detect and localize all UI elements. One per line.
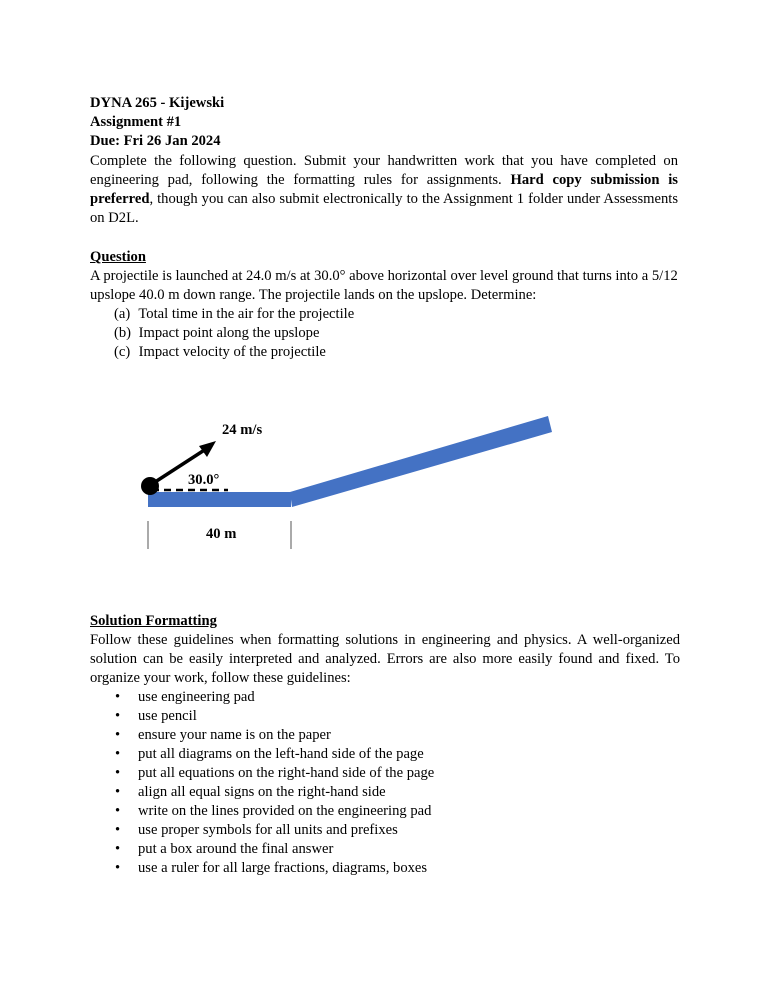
list-item [115, 688, 434, 707]
list-item [115, 802, 434, 821]
question-item-label: (b) [114, 325, 132, 341]
guidelines-list [115, 688, 434, 878]
velocity-arrowhead-icon [199, 441, 216, 457]
solution-formatting-title: Solution Formatting [90, 613, 217, 629]
projectile-ball [141, 477, 159, 495]
question-list [114, 305, 354, 362]
bullet-icon: • [115, 803, 121, 819]
assignment-number: Assignment #1 [90, 114, 182, 130]
intro-paragraph [90, 152, 678, 228]
question-item-text: Impact point along the upslope [138, 325, 320, 341]
distance-label: 40 m [206, 526, 237, 542]
intro-text-1: Complete the following question. Submit your handwritten work that you have completed on engineering pad, following the formatting rules for assignments. [90, 153, 678, 188]
question-item-text: Total time in the air for the projectile [138, 306, 355, 322]
bullet-icon: • [115, 727, 121, 743]
list-item [115, 840, 434, 859]
list-item [115, 764, 434, 783]
upslope-ground [290, 416, 552, 507]
solution-formatting-body: Follow these guidelines when formatting solutions in engineering and physics. A well-organized solution can be easily interpreted and analyzed. Errors are also more easily found and fixed. To organize your work, follow these guidelines: [90, 632, 680, 686]
list-item-text: ensure your name is on the paper [138, 727, 331, 743]
list-item-text: use proper symbols for all units and prefixes [138, 822, 398, 838]
bullet-icon: • [115, 765, 121, 781]
bullet-icon: • [115, 689, 121, 705]
list-item [115, 783, 434, 802]
header [90, 94, 224, 151]
bullet-icon: • [115, 708, 121, 724]
list-item-text: use a ruler for all large fractions, diagrams, boxes [138, 860, 428, 876]
projectile-diagram [130, 405, 570, 565]
question-item [114, 305, 354, 324]
list-item-text: use pencil [138, 708, 197, 724]
list-item-text: align all equal signs on the right-hand side [138, 784, 386, 800]
velocity-label: 24 m/s [222, 422, 263, 438]
question-item [114, 343, 354, 362]
list-item [115, 859, 434, 878]
question-item-label: (c) [114, 344, 131, 360]
list-item [115, 821, 434, 840]
list-item-text: put all diagrams on the left-hand side of the page [138, 746, 424, 762]
list-item-text: put a box around the final answer [138, 841, 334, 857]
course-title: DYNA 265 - Kijewski [90, 95, 225, 111]
intro-bold-text: Hard copy submission is preferred [90, 172, 678, 207]
question-item-label: (a) [114, 306, 131, 322]
list-item [115, 726, 434, 745]
due-date: Due: Fri 26 Jan 2024 [90, 133, 221, 149]
question-title: Question [90, 249, 146, 265]
question-item [114, 324, 354, 343]
intro-text-2: , though you can also submit electronically to the Assignment 1 folder under Assessments on D2L. [90, 191, 678, 226]
angle-label: 30.0° [188, 472, 220, 488]
list-item-text: write on the lines provided on the engineering pad [138, 803, 432, 819]
list-item-text: use engineering pad [138, 689, 255, 705]
list-item [115, 745, 434, 764]
bullet-icon: • [115, 784, 121, 800]
question-body: A projectile is launched at 24.0 m/s at 30.0° above horizontal over level ground that turns into a 5/12 upslope 40.0 m down range. The projectile lands on the upslope. Determine: [90, 268, 678, 303]
bullet-icon: • [115, 860, 121, 876]
bullet-icon: • [115, 822, 121, 838]
list-item [115, 707, 434, 726]
level-ground [148, 492, 291, 507]
question-item-text: Impact velocity of the projectile [138, 344, 326, 360]
bullet-icon: • [115, 841, 121, 857]
list-item-text: put all equations on the right-hand side of the page [138, 765, 435, 781]
bullet-icon: • [115, 746, 121, 762]
